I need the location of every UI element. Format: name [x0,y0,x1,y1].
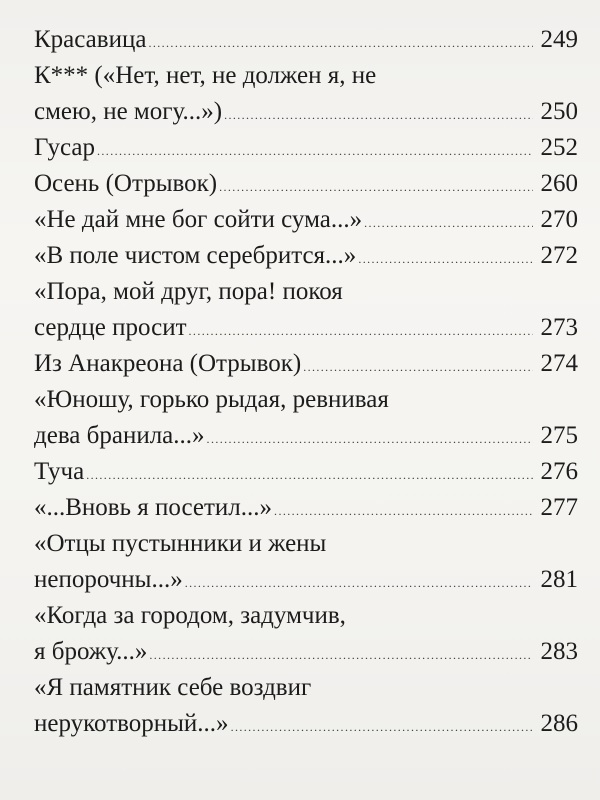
toc-entry-title: «В поле чистом серебрится...» [34,242,357,269]
toc-entry-title: Гусар [34,134,95,161]
toc-entry [34,418,578,454]
toc-entry [34,454,578,490]
toc-entry-title-continued: смею, не могу...») [34,98,223,125]
toc-entry-page: 270 [540,206,578,233]
dot-leader [149,637,533,673]
toc-entry-page: 274 [540,350,578,377]
toc-entry-page: 281 [540,566,578,593]
toc-entry-title: Осень (Отрывок) [34,170,218,197]
toc-entry-title-continued: дева бранила...» [34,422,205,449]
toc-entry [34,310,578,346]
toc-entry-title: «Не дай мне бог сойти сума...» [34,206,363,233]
toc-entry [34,22,578,58]
toc-entry-page: 250 [540,98,578,125]
toc-entry-title: Из Анакреона (Отрывок) [34,350,302,377]
toc-entry [34,562,578,598]
toc-entry-title: «Я памятник себе воздвиг [34,674,312,701]
toc-entry-first-line [34,58,578,94]
dot-leader [97,133,533,169]
toc-entry-page: 276 [540,458,578,485]
dot-leader [148,25,533,61]
dot-leader [224,97,533,133]
toc-entry-page: 252 [540,134,578,161]
toc-entry-page: 283 [540,638,578,665]
toc-entry-first-line [34,598,578,634]
toc-entry-title-continued: непорочны...» [34,566,183,593]
dot-leader [189,313,533,349]
toc-entry [34,706,578,742]
toc-entry-title-continued: я брожу...» [34,638,148,665]
toc-entry [34,94,578,130]
toc-entry-first-line [34,670,578,706]
toc-entry-title: К*** («Нет, нет, не должен я, не [34,62,377,89]
toc-entry-page: 273 [540,314,578,341]
toc-entry-page: 275 [540,422,578,449]
toc-entry-first-line [34,274,578,310]
dot-leader [86,457,533,493]
toc-entry-title-continued: нерукотворный...» [34,710,229,737]
toc-entry [34,238,578,274]
toc-entry-title-continued: сердце просит [34,314,187,341]
toc-entry-page: 249 [540,26,578,53]
toc-entry-page: 277 [540,494,578,521]
dot-leader [185,565,533,601]
toc-entry-page: 260 [540,170,578,197]
dot-leader [364,205,533,241]
toc-entry-page: 272 [540,242,578,269]
dot-leader [303,349,533,385]
toc-entry [34,166,578,202]
toc-entry-title: «Когда за городом, задумчив, [34,602,346,629]
toc-entry-title: «Юношу, горько рыдая, ревнивая [34,386,389,413]
toc-entry [34,346,578,382]
toc-entry [34,490,578,526]
dot-leader [219,169,533,205]
toc-entry-title: «Отцы пустынники и жены [34,530,327,557]
toc-entry [34,634,578,670]
toc-entry-title: «Пора, мой друг, пора! покоя [34,278,343,305]
toc-entry [34,202,578,238]
dot-leader [207,421,533,457]
dot-leader [274,493,533,529]
toc-entry-title: Туча [34,458,85,485]
toc-entry [34,130,578,166]
table-of-contents [34,22,578,742]
dot-leader [358,241,533,277]
toc-entry-page: 286 [540,710,578,737]
dot-leader [231,709,533,745]
toc-entry-first-line [34,526,578,562]
toc-entry-first-line [34,382,578,418]
toc-entry-title: «...Вновь я посетил...» [34,494,273,521]
toc-entry-title: Красавица [34,26,147,53]
